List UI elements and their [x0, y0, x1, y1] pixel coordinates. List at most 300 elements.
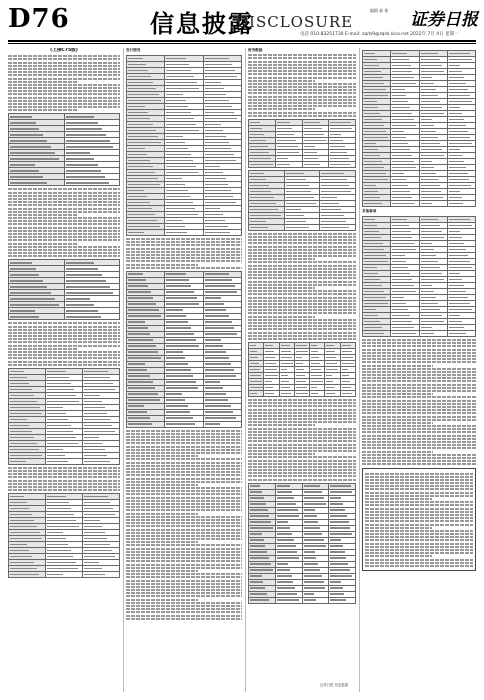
table-cell	[9, 572, 46, 578]
text-line	[8, 246, 120, 248]
footer-note: 证券日报 信息披露	[320, 683, 349, 687]
text-line	[248, 246, 356, 248]
text-line	[248, 469, 356, 471]
text-line	[248, 475, 356, 477]
text-line	[126, 439, 242, 441]
text-line	[362, 438, 476, 440]
text-line	[248, 287, 315, 289]
text-line	[248, 73, 356, 75]
text-line	[248, 460, 356, 462]
text-line	[248, 325, 356, 327]
text-line	[248, 108, 315, 110]
text-line	[8, 62, 120, 64]
text-line	[362, 425, 476, 427]
text-line	[365, 527, 432, 529]
text-line	[365, 495, 473, 497]
table-cell	[165, 230, 203, 236]
text-line	[365, 517, 473, 519]
text-line	[248, 293, 356, 295]
text-line	[126, 468, 242, 470]
table-cell	[83, 572, 120, 578]
table-cell	[391, 201, 419, 207]
text-line	[248, 332, 356, 334]
text-line	[126, 516, 242, 518]
text-line	[248, 64, 356, 66]
section-title-cn: 信息披露	[150, 9, 254, 38]
section-heading: 发行情况	[126, 48, 141, 52]
table-cell	[203, 230, 241, 236]
risk-table	[248, 170, 356, 231]
text-line	[126, 513, 198, 515]
text-line	[248, 437, 356, 439]
text-line	[126, 471, 242, 473]
text-line	[362, 441, 476, 443]
text-line	[126, 611, 242, 613]
text-line	[362, 396, 476, 398]
table-cell	[64, 180, 120, 186]
text-line	[126, 484, 198, 486]
table-row	[9, 458, 120, 464]
text-line	[362, 447, 476, 449]
text-line	[8, 467, 120, 469]
text-line	[8, 214, 77, 216]
text-line	[248, 338, 356, 340]
text-line	[248, 450, 356, 452]
table-cell	[46, 458, 83, 464]
text-line	[126, 506, 242, 508]
column-2	[126, 48, 242, 692]
text-line	[248, 412, 356, 414]
text-block-h	[248, 233, 356, 340]
column-3	[248, 48, 356, 692]
newspaper-logo: 证券日报	[410, 10, 478, 30]
text-line	[365, 473, 473, 475]
text-line	[248, 54, 356, 56]
text-line	[126, 576, 242, 578]
text-line	[126, 529, 242, 531]
masthead-rule-thick	[8, 40, 476, 42]
table-cell	[284, 224, 320, 230]
text-line	[8, 211, 120, 213]
text-line	[8, 326, 120, 328]
text-line	[126, 551, 242, 553]
text-line	[362, 400, 476, 402]
text-line	[126, 474, 242, 476]
text-line	[8, 208, 120, 210]
text-line	[362, 358, 476, 360]
text-line	[362, 345, 476, 347]
text-line	[8, 84, 120, 86]
text-line	[8, 255, 120, 257]
table-cell	[203, 421, 241, 427]
text-line	[8, 351, 120, 353]
text-line	[365, 520, 473, 522]
text-line	[126, 557, 242, 559]
text-line	[126, 433, 242, 435]
text-line	[365, 536, 473, 538]
text-line	[248, 399, 356, 401]
page-number: D76	[8, 4, 70, 34]
text-line	[126, 481, 242, 483]
editor-line: 编辑 郝 新	[370, 8, 389, 13]
text-line	[362, 428, 476, 430]
detail-table	[248, 483, 356, 604]
text-line	[8, 332, 120, 334]
text-line	[365, 533, 473, 535]
text-block-d	[8, 467, 120, 491]
text-line	[126, 583, 242, 585]
text-line	[365, 479, 473, 481]
text-line	[8, 227, 120, 229]
text-line	[8, 361, 120, 363]
text-line	[248, 335, 356, 337]
text-line	[126, 248, 242, 250]
text-line	[248, 322, 356, 324]
text-line	[126, 573, 242, 575]
text-line	[248, 297, 356, 299]
text-line	[362, 390, 476, 392]
text-line	[126, 462, 242, 464]
text-line	[248, 265, 356, 267]
text-line	[8, 74, 120, 76]
section-title-en: DISCLOSURE	[236, 13, 354, 31]
text-line	[8, 90, 120, 92]
text-line	[8, 109, 77, 111]
text-line	[365, 508, 473, 510]
holder-table-2	[362, 216, 476, 337]
text-line	[365, 549, 473, 551]
table-cell	[64, 314, 120, 320]
text-line	[8, 249, 120, 251]
table-cell	[264, 390, 279, 396]
text-line	[362, 422, 433, 424]
text-line	[126, 608, 242, 610]
text-line	[126, 599, 198, 601]
text-line	[126, 493, 242, 495]
text-line	[126, 238, 242, 240]
text-line	[126, 264, 198, 266]
text-line	[362, 371, 476, 373]
text-line	[126, 519, 242, 521]
text-line	[248, 89, 356, 91]
text-line	[126, 586, 242, 588]
text-line	[248, 96, 356, 98]
text-line	[362, 435, 476, 437]
text-line	[8, 473, 120, 475]
table-row	[363, 331, 476, 337]
issuer-info-table	[8, 113, 120, 186]
text-line	[362, 403, 476, 405]
text-line	[362, 384, 476, 386]
text-line	[8, 93, 120, 95]
text-line	[365, 539, 473, 541]
table-row	[127, 421, 242, 427]
text-line	[8, 480, 120, 482]
table-row	[127, 230, 242, 236]
text-line	[365, 482, 473, 484]
page-columns	[8, 48, 476, 692]
text-line	[8, 78, 120, 80]
text-line	[248, 418, 356, 420]
table-row	[249, 224, 356, 230]
text-line	[365, 543, 473, 545]
text-line	[126, 260, 242, 262]
text-line	[248, 409, 356, 411]
text-line	[8, 348, 77, 350]
text-line	[365, 504, 473, 506]
paper-info-line: 电话 010-83251730 E-mail: zqrb9@zqrb.sina.net 2022年 7月 4日 星期一	[300, 32, 459, 37]
table-cell	[447, 331, 475, 337]
text-line	[126, 605, 242, 607]
text-line	[126, 589, 242, 591]
text-line	[248, 306, 356, 308]
text-line	[8, 81, 77, 83]
text-line	[8, 55, 120, 57]
text-line	[248, 92, 356, 94]
table-row	[249, 390, 356, 396]
table-cell	[275, 161, 302, 167]
text-line	[248, 242, 356, 244]
text-line	[362, 393, 433, 395]
text-line	[248, 402, 356, 404]
text-line	[365, 485, 473, 487]
holder-table	[362, 50, 476, 207]
text-line	[126, 442, 242, 444]
text-line	[362, 380, 476, 382]
text-line	[248, 271, 356, 273]
text-line	[8, 192, 120, 194]
text-line	[248, 479, 356, 481]
table-cell	[249, 161, 276, 167]
text-line	[248, 424, 315, 426]
text-line	[362, 457, 476, 459]
text-line	[362, 349, 476, 351]
table-cell	[275, 597, 302, 603]
text-line	[126, 538, 242, 540]
text-line	[248, 405, 356, 407]
text-line	[248, 268, 356, 270]
text-line	[8, 230, 120, 232]
column-1	[8, 48, 120, 692]
text-line	[365, 524, 473, 526]
text-line	[126, 497, 242, 499]
article-headline: (上接C75版)	[50, 48, 78, 53]
text-line	[126, 490, 242, 492]
text-line	[362, 444, 476, 446]
table-cell	[340, 390, 355, 396]
text-line	[126, 503, 242, 505]
text-line	[248, 309, 356, 311]
text-line	[248, 67, 356, 69]
table-cell	[249, 390, 264, 396]
text-line	[365, 530, 473, 532]
table-cell	[419, 201, 447, 207]
table-cell	[279, 390, 294, 396]
text-block-k	[365, 473, 473, 567]
text-block-j	[362, 339, 476, 465]
text-line	[8, 322, 120, 324]
text-line	[365, 498, 432, 500]
text-line	[248, 261, 356, 263]
table-cell	[9, 180, 65, 186]
text-block-e	[126, 238, 242, 269]
text-line	[362, 355, 476, 357]
text-line	[248, 239, 356, 241]
text-line	[8, 483, 120, 485]
table-cell	[310, 390, 325, 396]
issuance-table-2	[126, 271, 242, 428]
text-line	[8, 345, 120, 347]
text-block-f	[126, 430, 242, 620]
text-line	[248, 472, 356, 474]
table-cell	[391, 331, 419, 337]
text-line	[248, 453, 315, 455]
text-line	[8, 341, 120, 343]
table-cell	[46, 572, 83, 578]
text-line	[362, 431, 476, 433]
text-line	[248, 99, 356, 101]
text-line	[362, 454, 476, 456]
text-line	[248, 233, 356, 235]
text-line	[126, 244, 242, 246]
text-line	[126, 525, 242, 527]
table-row	[249, 161, 356, 167]
table-row	[363, 201, 476, 207]
text-line	[126, 436, 242, 438]
text-line	[248, 456, 356, 458]
issuer-info-table-2	[8, 259, 120, 320]
text-line	[248, 255, 356, 257]
text-line	[365, 501, 473, 503]
text-line	[365, 488, 473, 490]
text-line	[248, 440, 356, 442]
text-line	[8, 335, 120, 337]
text-line	[126, 509, 242, 511]
table-cell	[419, 331, 447, 337]
text-line	[126, 592, 242, 594]
text-line	[362, 377, 476, 379]
text-line	[8, 87, 120, 89]
text-line	[126, 580, 242, 582]
text-line	[8, 470, 120, 472]
text-line	[126, 251, 242, 253]
text-line	[248, 115, 356, 117]
issuance-table	[126, 55, 242, 236]
text-line	[126, 535, 242, 537]
text-block-c	[8, 322, 120, 365]
column-divider	[245, 48, 246, 692]
financial-summary-table	[8, 368, 120, 465]
text-line	[248, 300, 356, 302]
table-cell	[249, 224, 285, 230]
text-line	[8, 486, 120, 488]
text-line	[248, 249, 356, 251]
text-line	[8, 364, 120, 366]
text-line	[8, 65, 120, 67]
announcement-box	[362, 468, 476, 571]
text-line	[8, 354, 120, 356]
text-line	[8, 97, 120, 99]
text-line	[248, 415, 356, 417]
text-line	[8, 188, 120, 190]
text-line	[248, 258, 315, 260]
text-line	[248, 434, 356, 436]
text-line	[8, 100, 120, 102]
table-cell	[165, 421, 203, 427]
text-line	[362, 361, 476, 363]
text-line	[8, 338, 120, 340]
text-line	[365, 492, 473, 494]
text-line	[8, 236, 120, 238]
text-line	[126, 548, 242, 550]
text-line	[126, 522, 242, 524]
text-line	[8, 198, 120, 200]
text-line	[8, 476, 120, 478]
text-line	[126, 532, 242, 534]
text-line	[362, 342, 476, 344]
column-divider	[359, 48, 360, 692]
text-line	[248, 57, 356, 59]
table-row	[249, 597, 356, 603]
table-row	[9, 572, 120, 578]
table-cell	[329, 597, 356, 603]
table-cell	[329, 161, 356, 167]
text-line	[126, 455, 198, 457]
text-line	[126, 602, 242, 604]
text-line	[126, 541, 198, 543]
text-line	[126, 449, 242, 451]
fund-usage-table	[248, 119, 356, 168]
text-line	[248, 312, 356, 314]
text-line	[8, 489, 120, 491]
text-line	[362, 409, 476, 411]
column-divider	[123, 48, 124, 692]
text-line	[248, 277, 356, 279]
text-line	[126, 544, 242, 546]
text-line	[248, 112, 356, 114]
text-line	[8, 239, 120, 241]
text-line	[8, 103, 120, 105]
text-line	[248, 252, 356, 254]
text-line	[248, 463, 356, 465]
masthead-rule-thin	[8, 43, 476, 44]
text-line	[126, 458, 242, 460]
text-line	[365, 562, 473, 564]
text-line	[248, 102, 356, 104]
table-cell	[249, 597, 276, 603]
text-line	[248, 466, 356, 468]
text-line	[8, 204, 120, 206]
table-cell	[9, 458, 46, 464]
text-line	[362, 339, 476, 341]
text-line	[8, 68, 120, 70]
table-cell	[302, 161, 329, 167]
text-line	[248, 274, 356, 276]
text-line	[362, 368, 476, 370]
text-line	[362, 460, 476, 462]
text-line	[248, 80, 315, 82]
text-line	[248, 105, 356, 107]
text-line	[248, 61, 356, 63]
text-line	[362, 387, 476, 389]
text-line	[126, 254, 242, 256]
text-line	[126, 567, 242, 569]
text-line	[126, 430, 242, 432]
text-line	[248, 303, 356, 305]
financial-summary-table-2	[8, 493, 120, 578]
text-line	[362, 451, 433, 453]
table-cell	[9, 314, 65, 320]
